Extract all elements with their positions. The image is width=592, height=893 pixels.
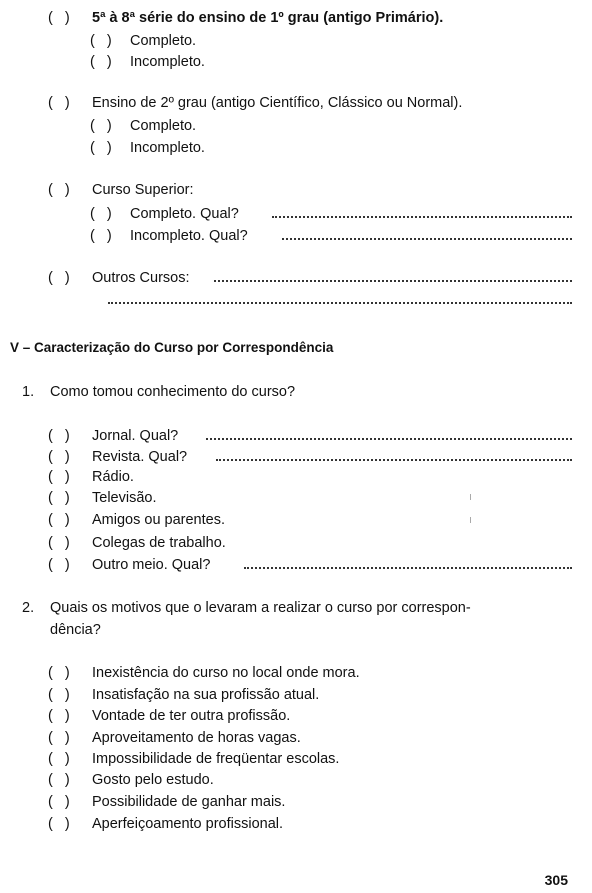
option-label: Completo. [130, 118, 197, 134]
checkbox[interactable]: ( ) [48, 428, 74, 444]
checkbox[interactable]: ( ) [90, 228, 116, 244]
option-row [0, 488, 592, 508]
checkbox[interactable]: ( ) [90, 54, 116, 70]
sub-option-row [0, 138, 592, 158]
checkbox[interactable]: ( ) [48, 95, 74, 111]
scan-smudge [408, 815, 411, 825]
option-row [0, 792, 592, 812]
fill-in-line[interactable] [244, 555, 572, 569]
option-row [0, 8, 592, 28]
checkbox[interactable]: ( ) [90, 206, 116, 222]
sub-option-row [0, 52, 592, 72]
scan-mark [470, 517, 471, 523]
question-text: Quais os motivos que o levaram a realizar o curso por correspon- [50, 600, 471, 616]
fill-in-line[interactable] [282, 226, 572, 240]
checkbox[interactable]: ( ) [48, 794, 74, 810]
fill-in-line[interactable] [272, 204, 572, 218]
option-label: Aperfeiçoamento profissional. [92, 816, 284, 832]
option-row [0, 685, 592, 705]
option-label: Aproveitamento de horas vagas. [92, 730, 301, 746]
option-row [0, 467, 592, 487]
option-row [0, 268, 592, 288]
checkbox[interactable]: ( ) [48, 730, 74, 746]
question-number: 1. [22, 384, 35, 400]
fill-in-line[interactable] [216, 447, 572, 461]
checkbox[interactable]: ( ) [48, 751, 74, 767]
option-label: Amigos ou parentes. [92, 512, 225, 528]
checkbox[interactable]: ( ) [48, 182, 74, 198]
option-row [0, 749, 592, 769]
option-label: Inexistência do curso no local onde mora. [92, 665, 360, 681]
option-row [0, 533, 592, 553]
option-row [0, 510, 592, 530]
scan-mark [470, 494, 471, 500]
option-row [0, 555, 592, 575]
option-label: Televisão. [92, 490, 157, 506]
option-label: Ensino de 2º grau (antigo Científico, Clássico ou Normal). [92, 95, 463, 111]
option-label: Completo. [130, 33, 197, 49]
option-label: Outros Cursos: [92, 270, 190, 286]
checkbox[interactable]: ( ) [90, 140, 116, 156]
option-row [0, 728, 592, 748]
checkbox[interactable]: ( ) [48, 512, 74, 528]
question-row-continuation [0, 620, 592, 640]
checkbox[interactable]: ( ) [90, 118, 116, 134]
section-title: V – Caracterização do Curso por Correspondência [10, 340, 334, 355]
option-label: Incompleto. Qual? [130, 228, 248, 244]
fill-in-line[interactable] [206, 426, 572, 440]
option-label: Jornal. Qual? [92, 428, 179, 444]
checkbox[interactable]: ( ) [48, 816, 74, 832]
checkbox[interactable]: ( ) [48, 665, 74, 681]
option-row [0, 770, 592, 790]
sub-option-row [0, 31, 592, 51]
option-label: Colegas de trabalho. [92, 535, 226, 551]
checkbox[interactable]: ( ) [48, 557, 74, 573]
option-label: Curso Superior: [92, 182, 194, 198]
checkbox[interactable]: ( ) [48, 687, 74, 703]
continuation-row [0, 290, 592, 310]
checkbox[interactable]: ( ) [48, 772, 74, 788]
checkbox[interactable]: ( ) [48, 10, 74, 26]
option-label: 5ª à 8ª série do ensino de 1º grau (antigo Primário). [92, 10, 444, 26]
sub-option-row [0, 226, 592, 246]
option-label: Outro meio. Qual? [92, 557, 211, 573]
option-label: Impossibilidade de freqüentar escolas. [92, 751, 340, 767]
checkbox[interactable]: ( ) [48, 270, 74, 286]
checkbox[interactable]: ( ) [48, 535, 74, 551]
option-row [0, 180, 592, 200]
option-label: Rádio. [92, 469, 134, 485]
checkbox[interactable]: ( ) [90, 33, 116, 49]
fill-in-line[interactable] [108, 290, 572, 304]
checkbox[interactable]: ( ) [48, 449, 74, 465]
question-number: 2. [22, 600, 35, 616]
sub-option-row [0, 204, 592, 224]
question-text: dência? [50, 622, 101, 638]
option-label: Gosto pelo estudo. [92, 772, 214, 788]
option-label: Insatisfação na sua profissão atual. [92, 687, 320, 703]
option-row [0, 447, 592, 467]
question-text: Como tomou conhecimento do curso? [50, 384, 296, 400]
option-label: Vontade de ter outra profissão. [92, 708, 291, 724]
option-row [0, 426, 592, 446]
option-label: Incompleto. [130, 54, 205, 70]
checkbox[interactable]: ( ) [48, 469, 74, 485]
question-row [0, 598, 592, 618]
page-number: 305 [544, 872, 568, 888]
checkbox[interactable]: ( ) [48, 490, 74, 506]
checkbox[interactable]: ( ) [48, 708, 74, 724]
option-label: Incompleto. [130, 140, 205, 156]
sub-option-row [0, 116, 592, 136]
option-label: Revista. Qual? [92, 449, 188, 465]
option-row [0, 93, 592, 113]
fill-in-line[interactable] [214, 268, 572, 282]
option-label: Completo. Qual? [130, 206, 239, 222]
option-label: Possibilidade de ganhar mais. [92, 794, 286, 810]
option-row [0, 814, 592, 834]
option-row [0, 663, 592, 683]
option-row [0, 706, 592, 726]
question-row [0, 382, 592, 402]
